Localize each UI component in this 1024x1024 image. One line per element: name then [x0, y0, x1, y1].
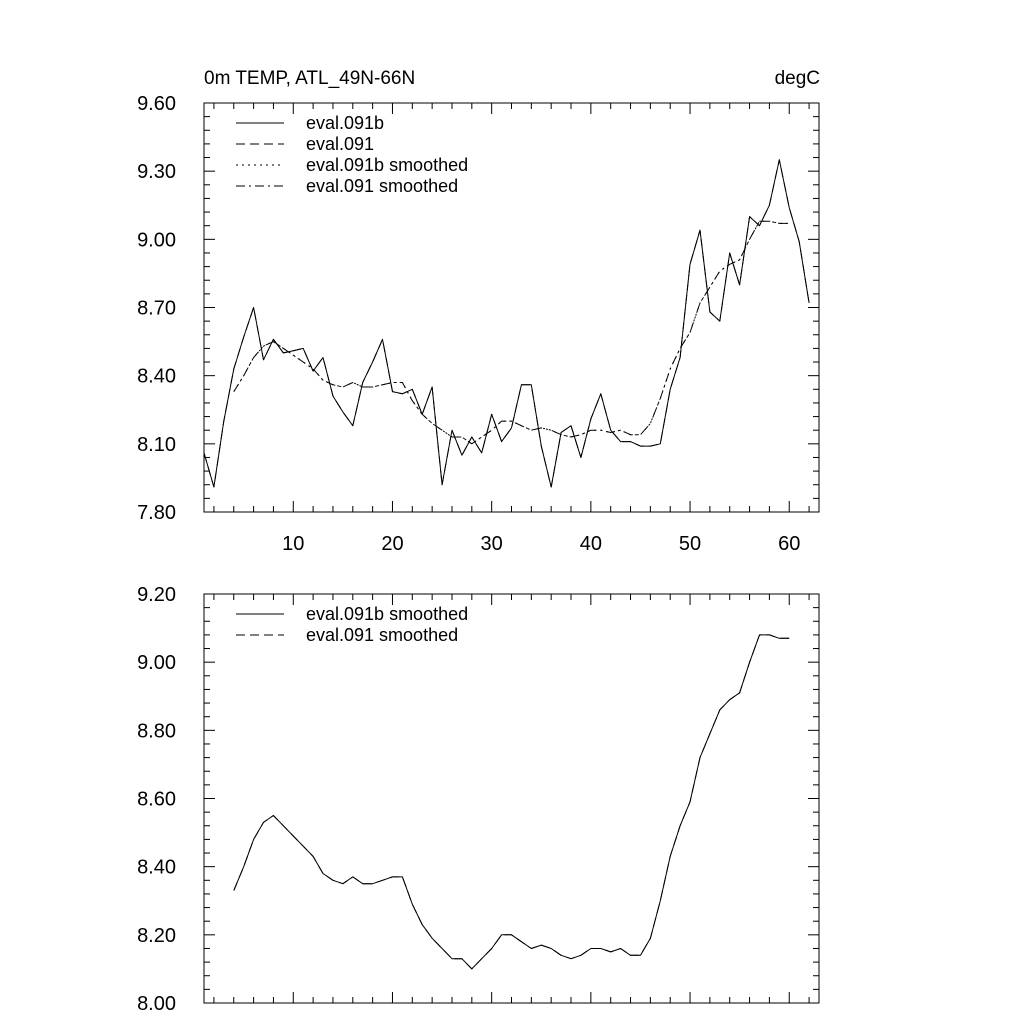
x-tick-label: 30	[480, 533, 503, 555]
y-tick-label: 9.60	[137, 93, 176, 115]
legend-label: eval.091b smoothed	[306, 155, 469, 175]
y-tick-label: 9.00	[137, 229, 176, 252]
x-tick-label: 50	[678, 533, 702, 555]
x-tick-label: 60	[778, 533, 801, 555]
y-tick-label: 8.60	[137, 788, 176, 811]
series-line-eval-091-smoothed	[234, 635, 789, 969]
y-tick-label: 8.80	[137, 720, 176, 743]
legend-label: eval.091 smoothed	[306, 176, 459, 196]
series-line-eval-091-smoothed	[234, 221, 789, 444]
y-tick-label: 8.70	[137, 297, 176, 320]
top-panel	[137, 68, 820, 555]
y-tick-label: 9.20	[137, 584, 176, 606]
y-tick-label: 8.00	[137, 993, 176, 1015]
y-tick-label: 8.40	[137, 365, 176, 388]
y-tick-label: 7.80	[137, 502, 176, 524]
series-line-eval-091b-smoothed	[234, 635, 789, 969]
bottom-panel	[137, 584, 819, 1015]
y-tick-label: 9.30	[137, 161, 176, 184]
series-line-eval-091b-smoothed	[234, 221, 789, 444]
y-tick-label: 8.10	[137, 433, 176, 456]
legend-label: eval.091	[306, 134, 375, 154]
series-line-eval-091	[204, 160, 809, 487]
y-tick-label: 8.40	[137, 856, 176, 879]
legend-label: eval.091b smoothed	[306, 604, 469, 624]
series-line-eval-091b	[204, 160, 809, 487]
x-tick-label: 10	[282, 533, 305, 555]
plot-frame	[204, 594, 819, 1003]
x-tick-label: 20	[381, 533, 404, 555]
legend-label: eval.091b	[306, 113, 385, 133]
y-tick-label: 9.00	[137, 652, 176, 675]
chart-title: 0m TEMP, ATL_49N-66N	[204, 68, 416, 89]
legend-label: eval.091 smoothed	[306, 625, 459, 645]
plot-frame	[204, 103, 819, 512]
x-tick-label: 40	[579, 533, 602, 555]
y-tick-label: 8.20	[137, 924, 176, 947]
units-label: degC	[774, 68, 820, 89]
